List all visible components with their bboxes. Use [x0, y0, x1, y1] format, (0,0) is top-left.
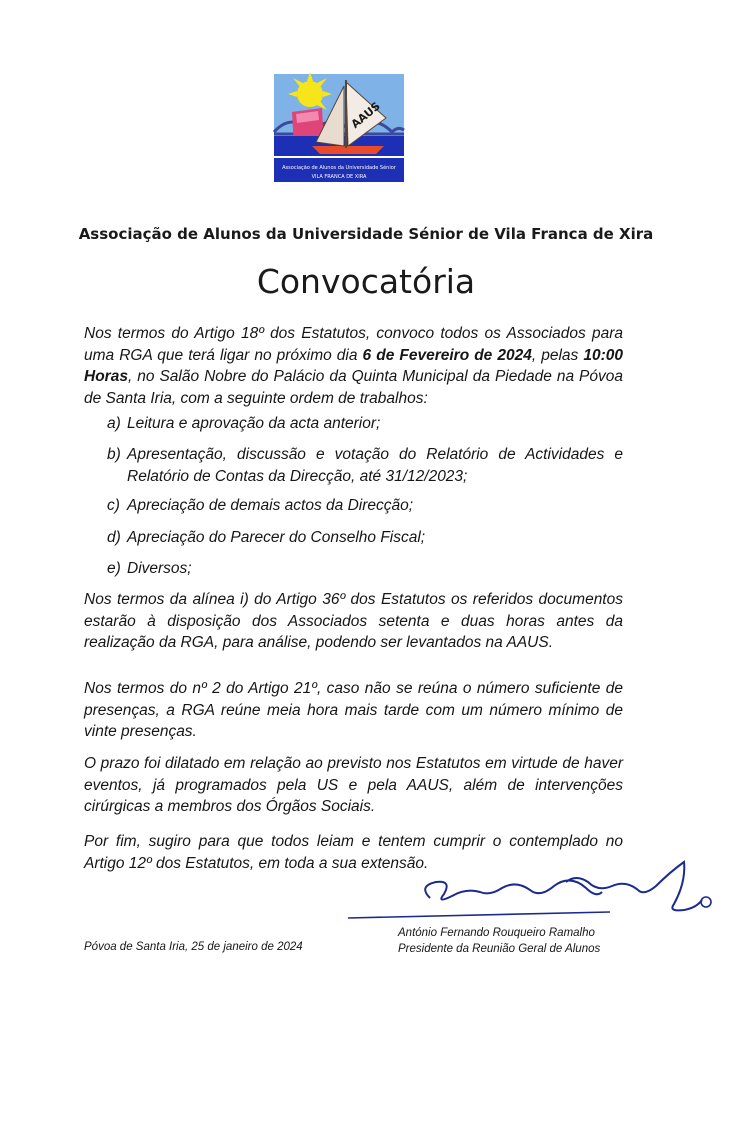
logo-caption-line2: VILA FRANCA DE XIRA [311, 174, 367, 180]
deadline-paragraph: O prazo foi dilatado em relação ao previsto nos Estatutos em virtude de haver eventos, já programados pela US e pela AAUS, além de intervenções cirúrgicas a membros dos Órgãos Sociais. [84, 755, 623, 815]
agenda-item [107, 527, 623, 549]
agenda-text: Apreciação de demais actos da Direcção; [127, 497, 414, 514]
agenda-marker: e) [107, 560, 121, 577]
organization-name: Associação de Alunos da Universidade Sénior de Vila Franca de Xira [78, 225, 654, 243]
signatory-name: António Fernando Rouqueiro Ramalho [398, 927, 595, 939]
agenda-text: Leitura e aprovação da acta anterior; [127, 415, 381, 432]
signatory-block [398, 925, 600, 957]
intro-paragraph [84, 323, 623, 409]
agenda-marker: d) [107, 529, 121, 546]
closing-paragraph: Por fim, sugiro para que todos leiam e tentem cumprir o contemplado no Artigo 12º dos Estatutos, em toda a sua extensão. [84, 833, 623, 872]
logo-badge-text: AAUS [348, 99, 383, 131]
logo-caption-line1: Associação de Alunos da Universidade Sénior [282, 165, 396, 171]
documents-paragraph: Nos termos da alínea i) do Artigo 36º dos Estatutos os referidos documentos estarão à disposição dos Associados setenta e duas horas antes da realização da RGA, para análise, podendo ser levantados na AAUS. [84, 591, 623, 651]
agenda-text: Diversos; [127, 560, 192, 577]
agenda-item [107, 558, 623, 580]
agenda-text: Apreciação do Parecer do Conselho Fiscal; [127, 529, 426, 546]
agenda-item [107, 413, 623, 435]
association-logo [272, 72, 406, 184]
place-and-date: Póvoa de Santa Iria, 25 de janeiro de 2024 [84, 941, 303, 953]
agenda-item [107, 444, 623, 487]
agenda-marker: b) [107, 446, 121, 463]
agenda-marker: c) [107, 497, 120, 514]
handwritten-signature [340, 852, 720, 932]
intro-text-2: , pelas [531, 346, 584, 364]
quorum-paragraph: Nos termos do nº 2 do Artigo 21º, caso não se reúna o número suficiente de presenças, a RGA reúne meia hora mais tarde com um número mínimo de vinte presenças. [84, 680, 623, 740]
meeting-time: 10:00 Horas [84, 346, 623, 385]
intro-text-3: , no Salão Nobre do Palácio da Quinta Municipal da Piedade na Póvoa de Santa Iria, com a seguinte ordem de trabalhos: [84, 368, 623, 407]
agenda-item [107, 495, 623, 517]
agenda-marker: a) [107, 415, 121, 432]
intro-text-1: Nos termos do Artigo 18º dos Estatutos, convoco todos os Associados para uma RGA que terá ligar no próximo dia [84, 325, 623, 364]
agenda-text: Apresentação, discussão e votação do Relatório de Actividades e Relatório de Contas da Direcção, até 31/12/2023; [127, 446, 623, 485]
document-title: Convocatória [256, 262, 476, 301]
signatory-role: Presidente da Reunião Geral de Alunos [398, 943, 601, 955]
meeting-date: 6 de Fevereiro de 2024 [362, 346, 532, 364]
